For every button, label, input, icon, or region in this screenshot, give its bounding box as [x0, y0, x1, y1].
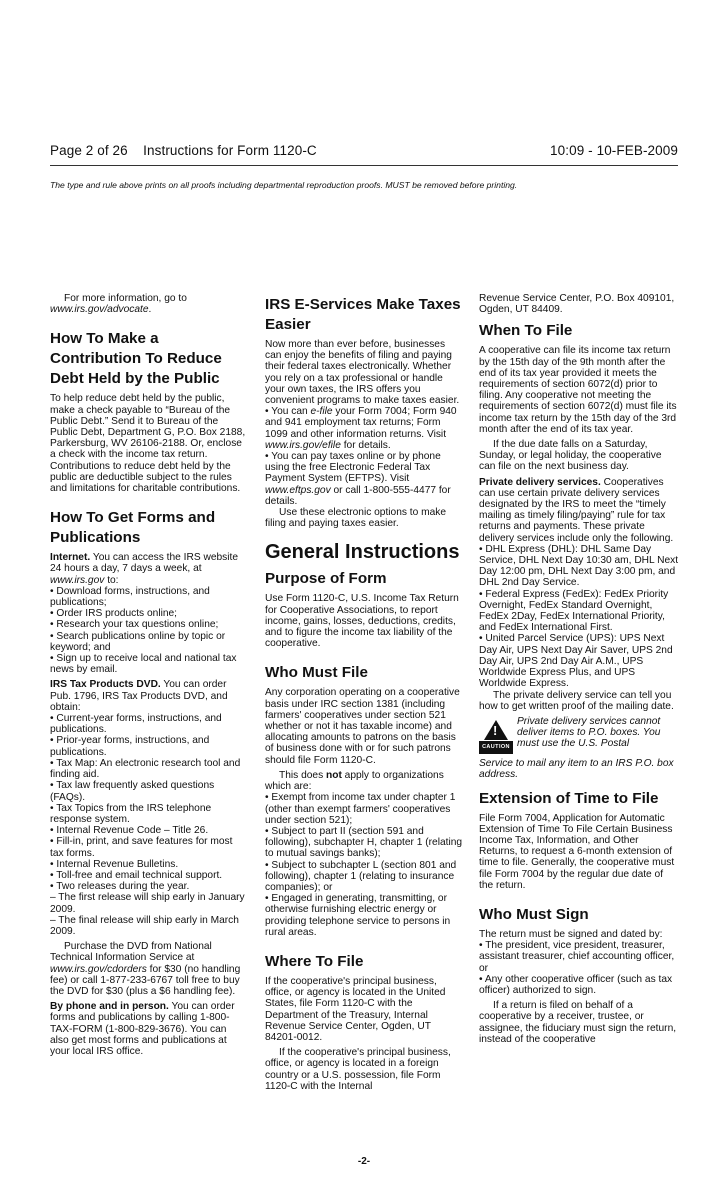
list-item: • Engaged in generating, transmitting, or otherwise furnishing electric energy or providing telephone service to persons in rural areas. [265, 893, 451, 938]
text: You can order forms and publications by calling 1-800-TAX-FORM (1-800-829-3676). You can also get most forms and publications at your local IRS office. [50, 1001, 235, 1057]
text: • You can [265, 406, 311, 418]
list-item: • Subject to part II (section 591 and following), subchapter H, chapter 1 (relating to mutual savings banks); [265, 825, 463, 860]
text: for $30 (no handling fee) or call 1-877-233-6767 toll free to buy the DVD for $30 (plus a $6 handling fee). [50, 963, 241, 997]
text: e-file [310, 406, 333, 418]
list-item: • Current-year forms, instructions, and publications. [50, 713, 222, 736]
phone-paragraph [50, 1001, 246, 1057]
private-delivery-outro: The private delivery service can tell you how to get written proof of the mailing date. [479, 689, 674, 712]
purpose-paragraph: Use Form 1120-C, U.S. Income Tax Return for Cooperative Associations, to report income, gains, losses, deductions, credits, and to figure the income tax liability of the cooperative. [265, 593, 459, 650]
list-item: • DHL Express (DHL): DHL Same Day Service, DHL Next Day 10:30 am, DHL Next Day 12:00 pm, DHL Next Day 3:00 pm, and DHL 2nd Day Service. [479, 543, 679, 589]
list-item: • Exempt from income tax under chapter 1 (other than exempt farmers' cooperatives under section 521); [265, 792, 456, 826]
column-2 [265, 293, 464, 1096]
list-item: • Toll-free and email technical support. [50, 869, 223, 881]
header-left: Page 2 of 26 Instructions for Form 1120-C [50, 143, 317, 158]
list-item: • Research your tax questions online; [50, 619, 219, 631]
heading-general-instructions: General Instructions [265, 541, 460, 564]
phone-label: By phone and in person. [50, 1001, 169, 1013]
extension-paragraph: File Form 7004, Application for Automatic Extension of Time To File Certain Business Income Tax, Information, and Other Returns, to request a 6-month extension of time to file. Generally, the cooperative must file Form 7004 by the regular due date of the return. [479, 812, 675, 891]
text: You can access the IRS website 24 hours a day, 7 days a week, at [50, 552, 239, 575]
list-item: • Any other cooperative officer (such as tax officer) authorized to sign. [479, 973, 673, 996]
caution-continued: Service to mail any item to an IRS P.O. box address. [479, 758, 674, 781]
list-item: • Search publications online by topic or keyword; and [50, 630, 226, 653]
efile-bullet [265, 406, 464, 451]
list-item: • Internal Revenue Bulletins. [50, 858, 179, 870]
text: or call 1-800-555-4477 for details. [265, 484, 451, 507]
private-delivery-label: Private delivery services. [479, 476, 601, 488]
list-item: – The final release will ship early in March 2009. [50, 914, 239, 937]
list-item: • The president, vice president, treasurer, assistant treasurer, chief accounting officer, or [479, 940, 675, 974]
internet-label: Internet. [50, 552, 91, 564]
caution-icon [479, 716, 513, 754]
private-delivery-paragraph [479, 477, 679, 544]
purchase-paragraph [50, 941, 246, 997]
list-item: • Fill-in, print, and save features for most tax forms. [50, 836, 233, 859]
list-item: • Subject to subchapter L (section 801 and following), chapter 1 (relating to insurance companies); or [265, 859, 457, 893]
internet-paragraph [50, 552, 246, 586]
continued-address: Revenue Service Center, P.O. Box 409101, Ogden, UT 84409. [479, 293, 675, 316]
warning-triangle-icon [484, 720, 508, 740]
list-item: • Tax law frequently asked questions (FAQs). [50, 780, 215, 803]
list-item: • Federal Express (FedEx): FedEx Priority Overnight, FedEx Standard Overnight, FedEx 2Day, FedEx International Priority, and FedEx International First. [479, 588, 669, 634]
text: • You can pay taxes online or by phone using the free Electronic Federal Tax Payment System (EFTPS). Visit [265, 451, 441, 485]
irs-website-link[interactable]: www.irs.gov [50, 574, 105, 586]
advocate-link[interactable]: www.irs.gov/advocate [50, 304, 149, 316]
text: Purchase the DVD from National Technical Information Service at [50, 941, 212, 964]
internet-list [50, 586, 246, 676]
signers-list [479, 940, 679, 996]
text: You can order Pub. 1796, IRS Tax Products DVD, and obtain: [50, 679, 228, 713]
text: Cooperatives can use certain private delivery services designated by the IRS to meet the “timely mailing as timely filing/paying” rule for tax returns and payments. These private delivery services include only the following. [479, 476, 674, 544]
text: apply to organizations which are: [265, 769, 444, 793]
page-number: -2- [357, 1156, 371, 1167]
heading-who-must-sign: Who Must Sign [479, 905, 589, 923]
caution-label: CAUTION [479, 741, 513, 754]
dvd-list [50, 713, 246, 937]
sign-outro: If a return is filed on behalf of a cooperative by a receiver, trustee, or assignee, the fiduciary must sign the return, instead of the cooperative [479, 1000, 677, 1045]
page-header [50, 143, 678, 158]
heading-where-to-file: Where To File [265, 952, 364, 970]
heading-e-services: IRS E-Services Make Taxes Easier [265, 296, 461, 333]
e-services-intro: Now more than ever before, businesses can enjoy the benefits of filing and paying their federal taxes electronically. Whether you rely on a tax professional or handle your own taxes, the IRS offers you convenient programs to make taxes easier. [265, 339, 460, 407]
list-item: • Sign up to receive local and national tax news by email. [50, 653, 237, 676]
who-must-file-paragraph: Any corporation operating on a cooperative basis under IRC section 1381 (including farmers' cooperatives under section 521 whether or not it has taxable income) and allocating amounts to patrons on the basis of business done with or for such patrons should file Form 1120-C. [265, 687, 460, 766]
when-paragraph-2: If the due date falls on a Saturday, Sunday, or legal holiday, the cooperative can file on the next business day. [479, 439, 662, 473]
caution-box [479, 716, 679, 754]
eftps-link[interactable]: www.eftps.gov [265, 484, 331, 496]
header-rule [50, 165, 678, 166]
caution-text: Private delivery services cannot deliver items to P.O. boxes. You must use the U.S. Postal [517, 715, 661, 750]
where-paragraph-1: If the cooperative's principal business, office, or agency is located in the United States, file Form 1120-C with the Department of the Treasury, Internal Revenue Service Center, Ogden, UT 84201-0012. [265, 975, 446, 1043]
list-item: • Internal Revenue Code – Title 26. [50, 825, 209, 837]
exempt-list [265, 792, 464, 938]
text: to: [104, 574, 119, 586]
list-item: • Tax Topics from the IRS telephone response system. [50, 802, 212, 825]
header-timestamp: 10:09 - 10-FEB-2009 [550, 143, 678, 158]
when-paragraph-1: A cooperative can file its income tax return by the 15th day of the 9th month after the end of its tax year provided it meets the requirements of section 6072(d) prior to filing. Any cooperative not meeting the requirements of section 6072(d) must file its income tax return by the 15th day of the 3rd month after the end of its tax year. [479, 345, 677, 435]
list-item: • Tax Map: An electronic research tool and finding aid. [50, 757, 241, 781]
list-item: • Download forms, instructions, and publications; [50, 585, 210, 609]
column-3 [479, 293, 679, 1049]
heading-extension: Extension of Time to File [479, 789, 659, 807]
contribution-paragraph: To help reduce debt held by the public, make a check payable to “Bureau of the Public Debt.” Send it to Bureau of the Public Debt, Department G, P.O. Box 2188, Parkersburg, WV 26106-2188. Or, enclose a check with the income tax return. Contributions to reduce debt held by the public are deductible subject to the rules and limitations for charitable contributions. [50, 393, 246, 495]
proof-disclaimer: The type and rule above prints on all proofs including departmental reproduction proofs. MUST be removed before printing. [50, 180, 518, 190]
eftps-bullet [265, 451, 464, 507]
heading-who-must-file: Who Must File [265, 664, 368, 682]
advocate-paragraph [50, 293, 246, 315]
delivery-services-list [479, 544, 679, 690]
heading-get-forms: How To Get Forms and Publications [50, 509, 216, 547]
e-services-outro: Use these electronic options to make filing and paying taxes easier. [265, 507, 447, 530]
sign-paragraph: The return must be signed and dated by: [479, 928, 663, 940]
text: for details. [340, 439, 391, 451]
heading-contribution: How To Make a Contribution To Reduce Debt Held by the Public [50, 330, 222, 388]
list-item: – The first release will ship early in January 2009. [50, 892, 245, 915]
column-1 [50, 293, 246, 1061]
list-item: • Order IRS products online; [50, 608, 178, 620]
cdorders-link[interactable]: www.irs.gov/cdorders [50, 963, 147, 975]
text: your Form 7004; Form 940 and 941 employment tax returns; Form 1099 and other information returns. Visit [265, 406, 457, 440]
dvd-label: IRS Tax Products DVD. [50, 679, 161, 691]
text: For more information, go to [64, 293, 187, 304]
heading-purpose: Purpose of Form [265, 570, 387, 588]
heading-when-to-file: When To File [479, 322, 573, 340]
efile-link[interactable]: www.irs.gov/efile [265, 439, 341, 451]
list-item: • United Parcel Service (UPS): UPS Next Day Air, UPS Next Day Air Saver, UPS 2nd Day Air, UPS 2nd Day Air A.M., UPS Worldwide Express Plus, and UPS Worldwide Express. [479, 633, 673, 690]
text: not [326, 769, 342, 781]
not-apply-paragraph [265, 770, 464, 792]
dvd-paragraph [50, 679, 246, 713]
list-item: • Two releases during the year. [50, 881, 190, 893]
text: . [148, 304, 152, 316]
text: This does [279, 769, 326, 781]
where-paragraph-2: If the cooperative's principal business, office, or agency is located in a foreign country or a U.S. possession, file Form 1120-C with the Internal [265, 1047, 451, 1092]
list-item: • Prior-year forms, instructions, and publications. [50, 735, 210, 758]
